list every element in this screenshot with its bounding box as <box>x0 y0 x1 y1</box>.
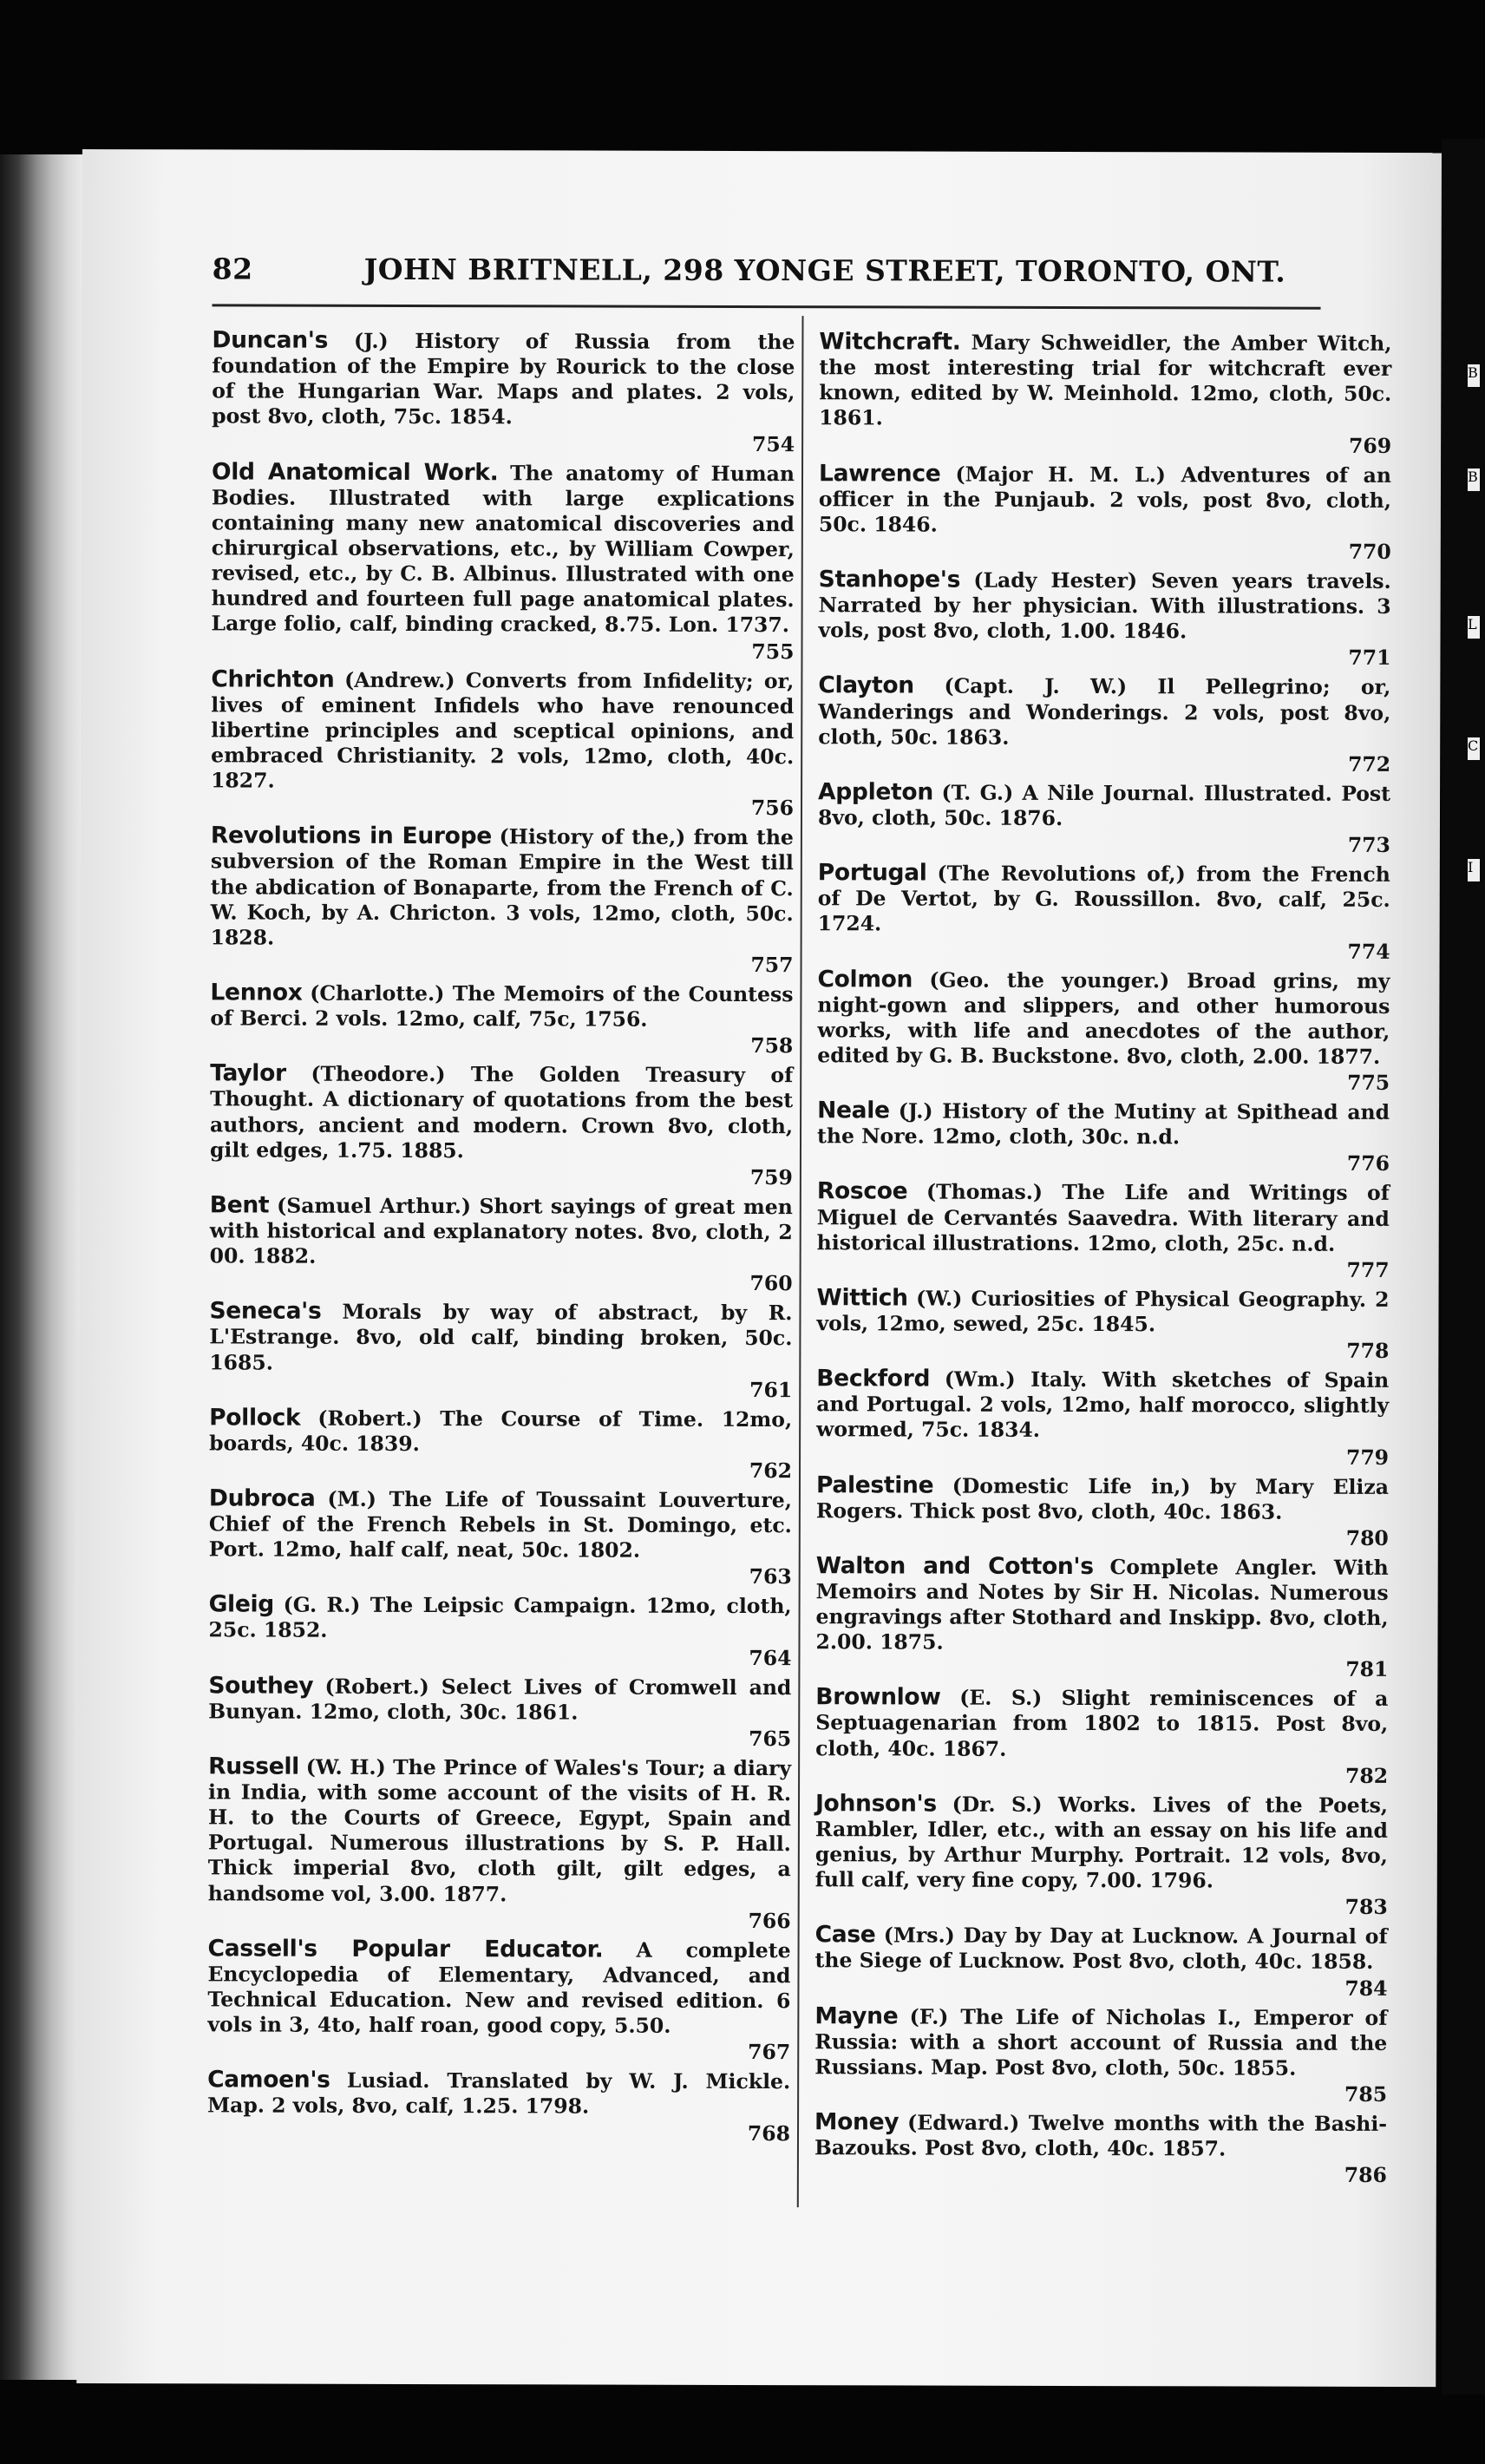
entry-number: 774 <box>1347 939 1390 964</box>
entry-description: A complete Encyclopedia of Elementary, Advanced, and Technical Education. New and revised edition. 6 vols in 3, 4to, half roan, good copy, 5.50. <box>207 1937 791 2038</box>
entry-description: (Samuel Arthur.) Short sayings of great men with historical and explanatory notes. 8vo, cloth, 2 00. 1882. <box>209 1193 793 1268</box>
catalog-entry <box>210 1061 793 1190</box>
catalog-entry <box>209 1405 792 1484</box>
entry-author: Case <box>814 1921 876 1949</box>
entry-author: Seneca's <box>209 1297 322 1325</box>
entry-author: Southey <box>208 1672 314 1700</box>
catalog-entry <box>814 2003 1387 2107</box>
entry-number: 757 <box>750 952 794 978</box>
entry-description: (W.) Curiosities of Physical Geography. 2 vols, 12mo, sewed, 25c. 1845. <box>816 1286 1390 1337</box>
next-page-edge <box>1442 139 1485 2395</box>
edge-letter-fragment: C <box>1468 737 1480 760</box>
entry-author: Camoen's <box>207 2066 330 2094</box>
entry-number: 772 <box>1348 751 1391 777</box>
entry-description: (T. G.) A Nile Journal. Illustrated. Post 8vo, cloth, 50c. 1876. <box>817 780 1391 830</box>
entry-author: Clayton <box>818 672 914 699</box>
entry-number: 767 <box>748 2040 791 2065</box>
catalog-entry <box>815 1553 1388 1682</box>
entry-number: 768 <box>747 2120 791 2146</box>
entry-author: Colmon <box>817 965 913 993</box>
entry-description: The anatomy of Human Bodies. Illustrated with large explications containing many new anatomical discoveries and chirurgical observations, etc., by William Cowper, revised, etc., by C. B. Albinus. Illustrated with one hundred and fourteen full page anatomical plates. Large folio, calf, binding cracked, 8.75. Lon. 1737. <box>211 460 795 638</box>
entry-author: Brownlow <box>815 1683 941 1711</box>
entry-number: 758 <box>750 1033 794 1058</box>
entry-author: Taylor <box>210 1059 286 1087</box>
entry-number: 754 <box>752 431 795 456</box>
catalog-entry <box>211 823 794 978</box>
entry-author: Portugal <box>817 859 927 887</box>
entry-description: (Edward.) Twelve months with the Bashi-Bazouks. Post 8vo, cloth, 40c. 1857. <box>814 2110 1388 2161</box>
catalog-entry <box>814 2109 1387 2188</box>
catalog-entry <box>818 567 1390 671</box>
entry-description: Lusiad. Translated by W. J. Mickle. Map. 2 vols, 8vo, calf, 1.25. 1798. <box>207 2068 791 2119</box>
entry-description: (Domestic Life in,) by Mary Eliza Rogers. Thick post 8vo, cloth, 40c. 1863. <box>815 1473 1389 1524</box>
entry-number: 760 <box>749 1271 793 1296</box>
entry-author: Gleig <box>208 1590 275 1618</box>
entry-number: 782 <box>1344 1763 1389 1788</box>
entry-number: 779 <box>1345 1445 1390 1470</box>
entry-author: Wittich <box>816 1284 908 1312</box>
entry-description: (Geo. the younger.) Broad grins, my night-gown and slippers, and other humorous works, with life and anecdotes of the author, edited by G. B. Buckstone. 8vo, cloth, 2.00. 1877. <box>817 967 1390 1069</box>
entry-number: 785 <box>1344 2081 1388 2107</box>
entry-description: Morals by way of abstract, by R. L'Estrange. 8vo, old calf, binding broken, 50c. 1685. <box>209 1300 793 1375</box>
entry-description: (Mrs.) Day by Day at Lucknow. A Journal of the Siege of Lucknow. Post 8vo, cloth, 40c. 1858. <box>814 1923 1388 1975</box>
catalog-entry <box>207 2068 790 2146</box>
catalog-entry <box>209 1299 792 1403</box>
left-column <box>207 327 795 2149</box>
entry-author: Neale <box>817 1097 890 1124</box>
page-title: JOHN BRITNELL, 298 YONGE STREET, TORONTO, ONT. <box>363 252 1286 289</box>
entry-description: (F.) The Life of Nicholas I., Emperor of Russia: with a short account of Russia and the Russians. Map. Post 8vo, cloth, 50c. 1855. <box>814 2004 1388 2081</box>
entry-description: (J.) History of the Mutiny at Spithead and the Nore. 12mo, cloth, 30c. n.d. <box>816 1098 1390 1150</box>
catalog-entry <box>211 666 794 821</box>
catalog-entry <box>210 1192 793 1296</box>
edge-letter-fragment: B <box>1468 364 1480 387</box>
entry-number: 766 <box>748 1908 791 1933</box>
entry-author: Walton and Cotton's <box>815 1552 1094 1580</box>
catalog-entry <box>819 329 1391 458</box>
catalog-entry <box>814 1923 1387 2002</box>
entry-author: Johnson's <box>814 1789 937 1818</box>
entry-number: 770 <box>1348 539 1391 564</box>
entry-author: Money <box>814 2108 900 2136</box>
entry-number: 780 <box>1345 1525 1389 1550</box>
entry-author: Old Anatomical Work. <box>211 457 499 486</box>
column-divider <box>797 316 804 2207</box>
entry-number: 759 <box>749 1164 793 1189</box>
catalog-entry <box>208 1753 792 1934</box>
entry-description: (Theodore.) The Golden Treasury of Thought. A dictionary of quotations from the best authors, ancient and modern. Crown 8vo, cloth, gilt edges, 1.75. 1885. <box>209 1061 794 1163</box>
catalog-entry <box>817 967 1390 1096</box>
entry-author: Cassell's Popular Educator. <box>207 1935 604 1963</box>
catalog-entry <box>208 1673 791 1752</box>
entry-description: (History of the,) from the subversion of the Roman Empire in the West till the abdication of Bonaparte, from the French of C. W. Koch, by A. Chricton. 3 vols, 12mo, cloth, 50c. 1828. <box>210 824 794 950</box>
catalog-entry <box>816 1285 1389 1364</box>
entry-author: Duncan's <box>212 326 329 354</box>
entry-author: Lawrence <box>818 459 941 488</box>
entry-description: (Dr. S.) Works. Lives of the Poets, Rambler, Idler, etc., with an essay on his life and genius, by Arthur Murphy. Portrait. 12 vols, 8vo, full calf, very fine copy, 7.00. 1796. <box>814 1792 1389 1893</box>
entry-number: 777 <box>1346 1257 1390 1282</box>
entry-author: Chrichton <box>211 665 335 693</box>
entry-number: 781 <box>1345 1657 1389 1682</box>
entry-author: Appleton <box>818 778 933 806</box>
entry-author: Roscoe <box>816 1177 908 1205</box>
entry-number: 775 <box>1347 1070 1390 1096</box>
header-rule <box>213 304 1321 309</box>
entry-description: (Robert.) Select Lives of Cromwell and Bunyan. 12mo, cloth, 30c. 1861. <box>208 1674 792 1725</box>
entry-description: (J.) History of Russia from the foundation of the Empire by Rourick to the close of the Hungarian War. Maps and plates. 2 vols, post 8vo, cloth, 75c. 1854. <box>212 328 795 429</box>
catalog-entry <box>207 1936 790 2065</box>
edge-letter-fragment: I <box>1468 859 1480 881</box>
entry-author: Mayne <box>814 2002 899 2030</box>
entry-author: Palestine <box>815 1471 934 1499</box>
entry-number: 755 <box>751 639 795 664</box>
entry-number: 761 <box>749 1377 793 1402</box>
entry-number: 773 <box>1347 832 1390 858</box>
entry-number: 764 <box>749 1645 792 1670</box>
entry-author: Bent <box>209 1191 270 1219</box>
entry-number: 786 <box>1344 2163 1387 2188</box>
entry-description: (Robert.) The Course of Time. 12mo, boards, 40c. 1839. <box>209 1406 793 1456</box>
page-content <box>76 149 1442 2387</box>
entry-description: (W. H.) The Prince of Wales's Tour; a diary in India, with some account of the visits of H. R. H. to the Courts of Greece, Egypt, Spain and Portugal. Numerous illustrations by S. P. Hall. Thick imperial 8vo, cloth gilt, gilt edges, a handsome vol, 3.00. 1877. <box>207 1754 792 1906</box>
book-binding <box>0 154 82 2380</box>
catalog-entry <box>211 459 795 665</box>
entry-number: 769 <box>1349 433 1392 458</box>
entry-description: (Charlotte.) The Memoirs of the Countess of Berci. 2 vols. 12mo, calf, 75c, 1756. <box>210 980 794 1032</box>
right-column <box>814 329 1392 2192</box>
entry-author: Dubroca <box>208 1484 316 1512</box>
catalog-entry <box>816 1366 1389 1470</box>
entry-author: Revolutions in Europe <box>210 822 492 850</box>
page-header <box>213 252 1323 298</box>
page-number: 82 <box>212 252 253 286</box>
entry-number: 765 <box>749 1726 792 1752</box>
entry-description: (Wm.) Italy. With sketches of Spain and Portugal. 2 vols, 12mo, half morocco, slightly wormed, 75c. 1834. <box>816 1366 1390 1443</box>
entry-description: Complete Angler. With Memoirs and Notes by Sir H. Nicolas. Numerous engravings after Stothard and Inskipp. 8vo, cloth, 2.00. 1875. <box>815 1554 1389 1655</box>
catalog-entry <box>818 860 1390 964</box>
entry-description: (Capt. J. W.) Il Pellegrino; or, Wanderings and Wonderings. 2 vols, post 8vo, cloth, 50c. 1863. <box>818 674 1391 750</box>
catalog-entry <box>815 1791 1388 1920</box>
entry-description: (The Revolutions of,) from the French of De Vertot, by G. Roussillon. 8vo, calf, 25c. 1724. <box>817 861 1390 936</box>
catalog-entry <box>818 673 1390 777</box>
catalog-entry <box>816 1472 1389 1551</box>
edge-letter-fragment: B <box>1468 469 1480 491</box>
entry-number: 784 <box>1344 1976 1388 2001</box>
catalog-entry <box>212 327 795 456</box>
entry-description: (Major H. M. L.) Adventures of an officer in the Punjaub. 2 vols, post 8vo, cloth, 50c. 1846. <box>818 462 1392 537</box>
entry-number: 771 <box>1348 645 1391 671</box>
catalog-entry <box>818 779 1390 858</box>
entry-description: (E. S.) Slight reminiscences of a Septuagenarian from 1802 to 1815. Post 8vo, cloth, 40c. 1867. <box>815 1685 1389 1761</box>
entry-author: Lennox <box>210 979 303 1006</box>
entry-description: (Thomas.) The Life and Writings of Miguel de Cervantés Saavedra. With literary and historical illustrations. 12mo, cloth, 25c. n.d. <box>816 1179 1390 1256</box>
entry-description: Mary Schweidler, the Amber Witch, the most interesting trial for witchcraft ever known, edited by W. Meinhold. 12mo, cloth, 50c. 1861. <box>819 330 1392 430</box>
catalog-entry <box>208 1592 791 1671</box>
entry-number: 783 <box>1344 1895 1388 1920</box>
catalog-entry <box>210 980 793 1058</box>
entry-author: Russell <box>208 1753 300 1780</box>
catalog-entry <box>819 461 1391 565</box>
entry-description: (Andrew.) Converts from Infidelity; or, lives of eminent Infidels who have renounced libertine principles and sceptical opinions, and embraced Christianity. 2 vols, 12mo, cloth, 40c. 1827. <box>211 667 795 793</box>
catalog-entry <box>209 1485 792 1589</box>
entry-author: Beckford <box>816 1365 931 1393</box>
entry-description: (Lady Hester) Seven years travels. Narrated by her physician. With illustrations. 3 vols, post 8vo, cloth, 1.00. 1846. <box>818 567 1391 644</box>
entry-description: (G. R.) The Leipsic Campaign. 12mo, cloth, 25c. 1852. <box>208 1592 792 1643</box>
entry-number: 776 <box>1346 1151 1390 1176</box>
entry-number: 762 <box>749 1458 793 1484</box>
entry-author: Witchcraft. <box>819 328 961 356</box>
entry-number: 763 <box>749 1564 792 1589</box>
catalog-entry <box>815 1685 1388 1789</box>
entry-author: Stanhope's <box>818 566 961 593</box>
entry-number: 778 <box>1346 1338 1390 1364</box>
entry-number: 756 <box>750 796 795 821</box>
edge-letter-fragment: L <box>1468 616 1480 639</box>
catalog-entry <box>817 1179 1390 1283</box>
entry-author: Pollock <box>209 1404 301 1432</box>
entry-description: (M.) The Life of Toussaint Louverture, Chief of the French Rebels in St. Domingo, etc. Port. 12mo, half calf, neat, 50c. 1802. <box>208 1486 792 1563</box>
catalog-entry <box>817 1098 1390 1176</box>
